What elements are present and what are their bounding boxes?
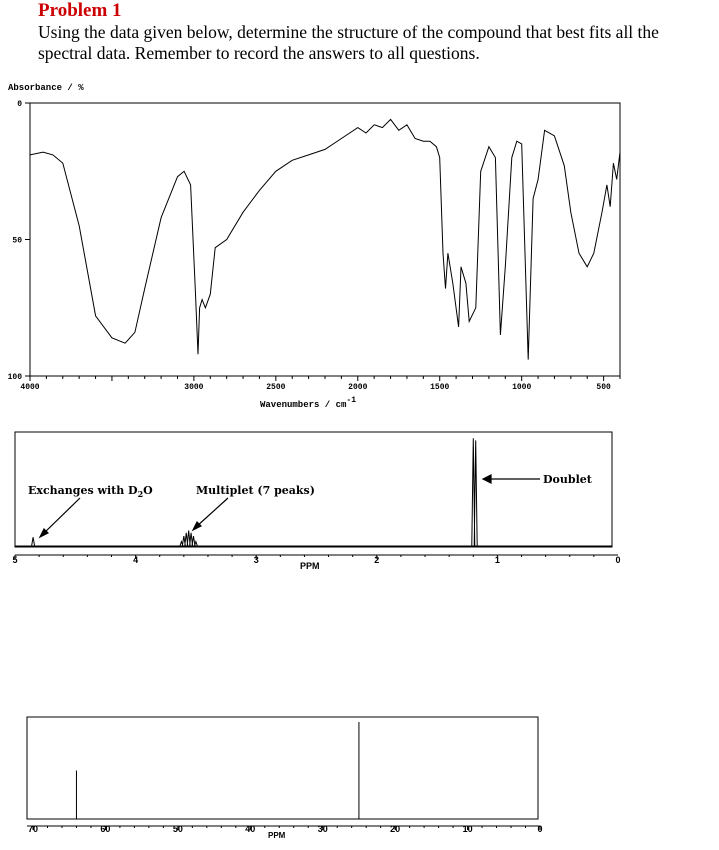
ir-x-tick-label: 1000	[512, 383, 532, 392]
ir-x-tick-label: 4000	[20, 383, 40, 392]
c-nmr-tick-label: 0	[537, 824, 543, 834]
h-nmr-tick-label: 1	[494, 555, 500, 565]
annotation-exchanges-d2o-main: Exchanges with D	[28, 484, 138, 497]
c-nmr-tick-label: 20	[390, 824, 401, 834]
h-nmr-x-label: PPM	[300, 561, 320, 571]
c-nmr-tick-label: 30	[317, 824, 328, 834]
c-nmr-tick-label: 60	[100, 824, 111, 834]
ir-x-tick-label: 3000	[184, 383, 204, 392]
annotation-exchanges-d2o-sub: 2	[137, 489, 144, 499]
problem-title: Problem 1	[38, 0, 122, 21]
ir-y-axis-label: Absorbance / %	[8, 83, 84, 93]
ir-y-tick-label: 50	[12, 236, 22, 246]
ir-y-tick-label: 0	[17, 100, 22, 109]
c-nmr-x-label: PPM	[268, 831, 286, 840]
ir-spectrum-line	[30, 119, 620, 359]
annotation-doublet: Doublet	[543, 473, 592, 486]
ir-x-axis-label-sup: -1	[346, 396, 357, 405]
ir-x-tick-label: 2000	[348, 383, 368, 392]
problem-instructions: Using the data given below, determine the structure of the compound that best fits all the spectral data. Remember to record the answers to all questions.	[38, 22, 659, 63]
ir-x-ticks	[20, 376, 620, 392]
ir-y-tick-label: 100	[7, 373, 22, 382]
h-nmr-tick-label: 3	[253, 555, 259, 565]
h-nmr-tick-label: 2	[374, 555, 380, 565]
c-nmr-tick-label: 70	[27, 824, 39, 834]
annotation-multiplet: Multiplet (7 peaks)	[196, 484, 315, 497]
ir-x-axis-label-main: Wavenumbers / cm	[260, 400, 347, 410]
c-nmr-tick-label: 40	[245, 824, 256, 834]
h-nmr-tick-label: 0	[615, 555, 621, 565]
c-nmr-tick-label: 50	[172, 824, 183, 834]
annotation-exchanges-d2o-tail: O	[143, 484, 153, 497]
ir-x-tick-label: 1500	[430, 383, 450, 392]
h-nmr-tick-label: 5	[12, 555, 18, 565]
ir-x-axis-label	[260, 396, 356, 410]
c-nmr-tick-label: 10	[462, 824, 473, 834]
h-nmr-tick-label: 4	[133, 555, 139, 565]
ir-x-tick-label: 500	[596, 383, 611, 392]
ir-x-tick-label: 2500	[266, 383, 286, 392]
ir-y-ticks	[8, 100, 30, 382]
